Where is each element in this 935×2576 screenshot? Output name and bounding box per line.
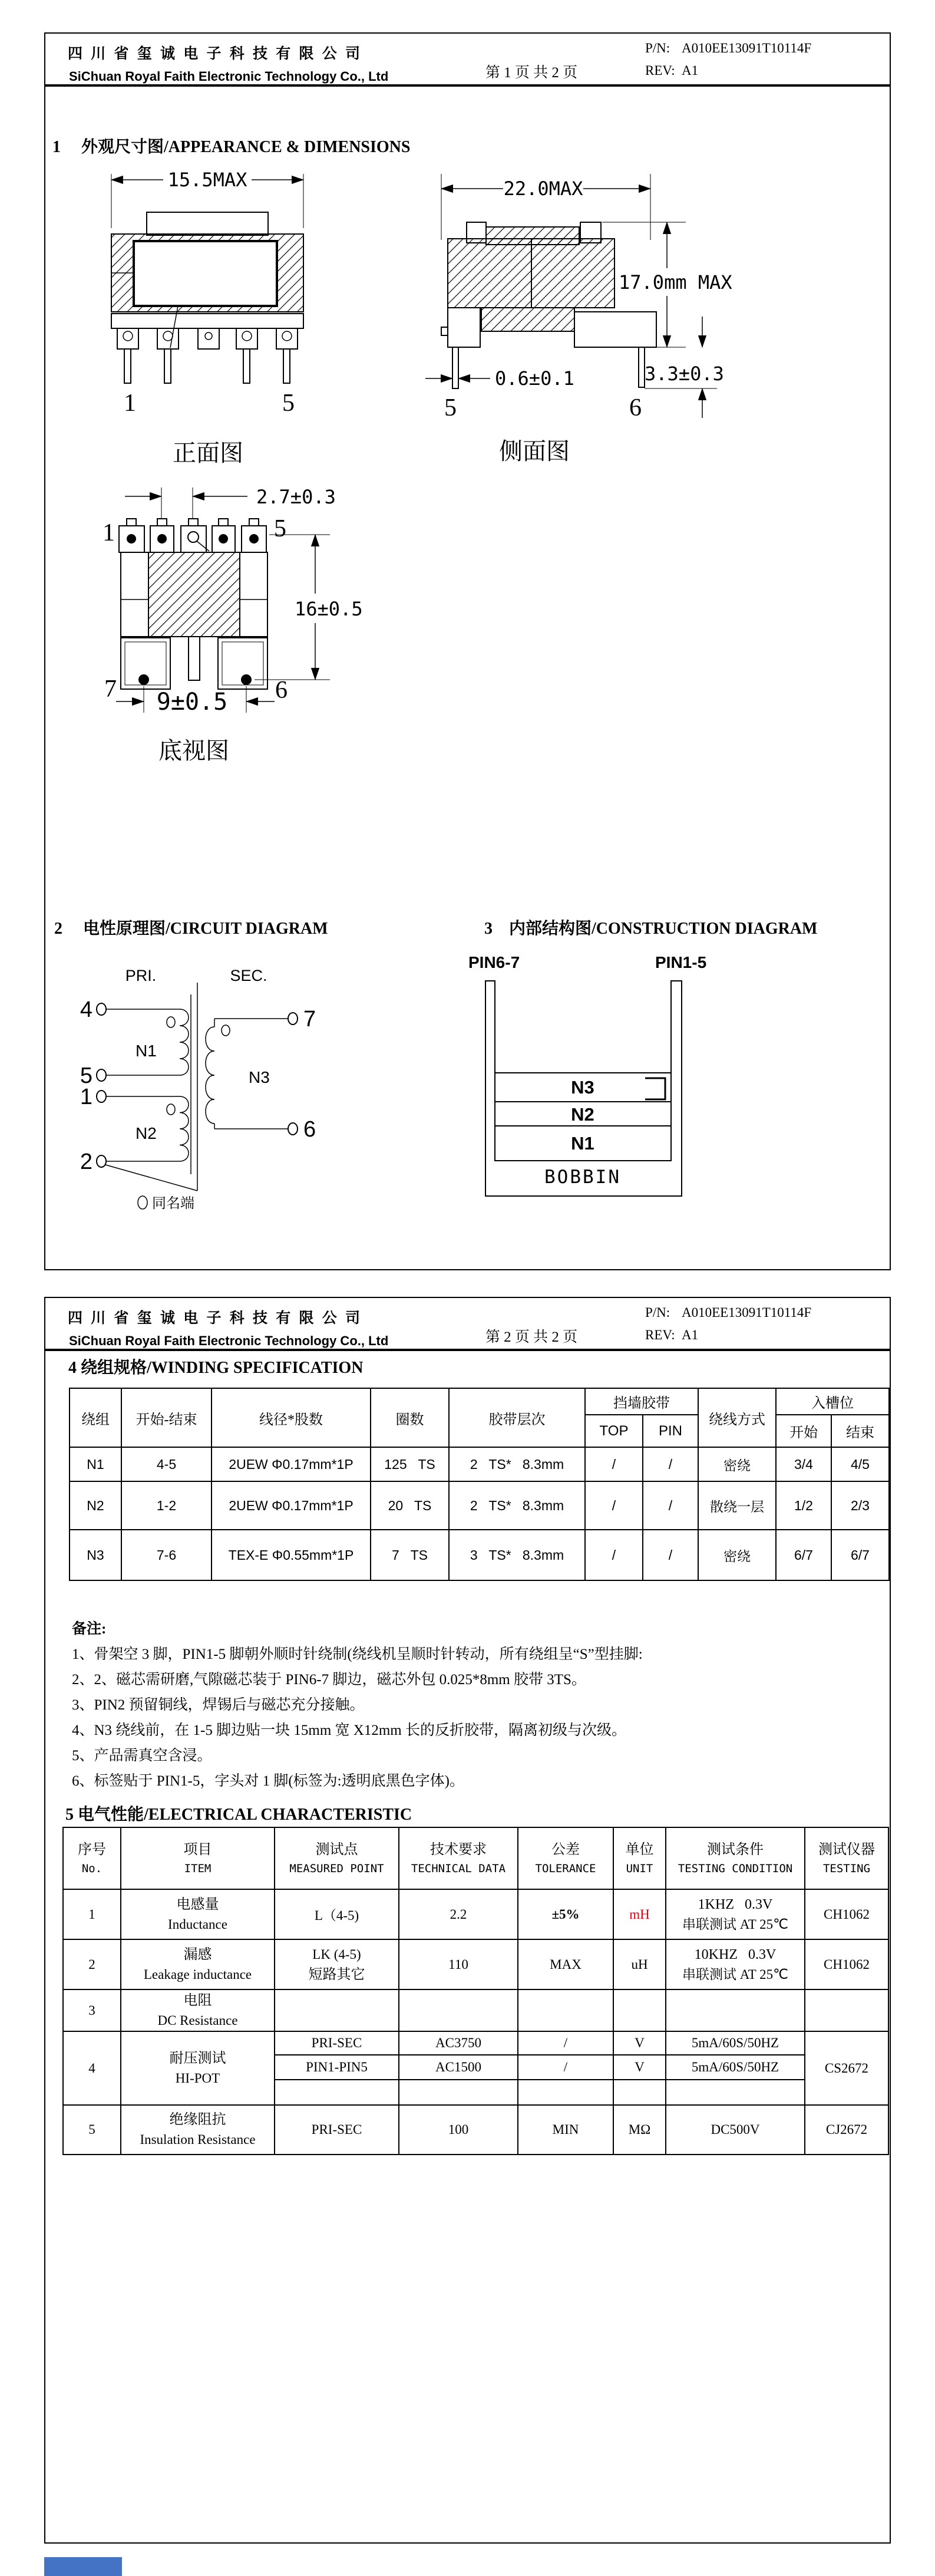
cell-condition: 5mA/60S/50HZ (666, 2031, 805, 2055)
bottom-span-dim: 9±0.5 (156, 689, 228, 716)
bottom-view-drawing (90, 473, 443, 779)
bottom-view-caption: 底视图 (158, 737, 229, 764)
col-slot-end: 结束 (831, 1415, 889, 1447)
cell-data: 2.2 (399, 1889, 518, 1939)
cell-item: 耐压测试 HI-POT (121, 2031, 275, 2105)
col-testing-condition: 测试条件 TESTING CONDITION (666, 1827, 805, 1889)
cell-winding: N1 (70, 1447, 121, 1481)
company-name-en: SiChuan Royal Faith Electronic Technology Co., Ltd (69, 1333, 389, 1348)
layer-n3-label: N3 (571, 1077, 594, 1098)
cell-no: 4 (63, 2031, 121, 2105)
side-view-drawing (408, 169, 741, 470)
cell-top: / (585, 1530, 643, 1580)
cell-instrument: CS2672 (805, 2031, 888, 2105)
bottom-pitch-dim: 2.7±0.3 (256, 486, 336, 508)
cell-condition: DC500V (666, 2105, 805, 2155)
circuit-pin2: 2 (80, 1149, 92, 1174)
note-item-4: 4、N3 绕线前，在 1-5 脚边贴一块 15mm 宽 X12mm 长的反折胶带，隔离初级与次级。 (72, 1722, 626, 1738)
note-item-5: 5、产品需真空含浸。 (72, 1748, 212, 1764)
cell-slot-start: 1/2 (776, 1481, 831, 1530)
cell-tape: 2 TS* 8.3mm (449, 1447, 585, 1481)
circuit-diagram (60, 950, 390, 1221)
cell-turns: 20 TS (371, 1481, 449, 1530)
cell-start-end: 7-6 (121, 1530, 212, 1580)
cell-point: LK (4-5) 短路其它 (275, 1939, 399, 1989)
cell-tape: 3 TS* 8.3mm (449, 1530, 585, 1580)
cell-condition (666, 1989, 805, 2031)
cell-point (275, 2080, 399, 2105)
winding-n1-label: N1 (136, 1042, 157, 1060)
col-item: 项目 ITEM (121, 1827, 275, 1889)
cell-item: 电阻 DC Resistance (121, 1989, 275, 2031)
cell-slot-start: 6/7 (776, 1530, 831, 1580)
rev-value: A1 (682, 1327, 699, 1342)
col-testing: 测试仪器 TESTING (805, 1827, 888, 1889)
company-name-en: SiChuan Royal Faith Electronic Technology Co., Ltd (69, 69, 389, 84)
col-no: 序号 No. (63, 1827, 121, 1889)
cell-no: 1 (63, 1889, 121, 1939)
electrical-row-5 (63, 2105, 888, 2155)
col-barrier-top: TOP (585, 1415, 643, 1447)
cell-point: PRI-SEC (275, 2031, 399, 2055)
electrical-row-2 (63, 1939, 888, 1989)
page-number: 第 2 页 共 2 页 (485, 1329, 578, 1345)
part-number-row (645, 41, 811, 56)
winding-row-n3 (70, 1530, 889, 1580)
winding-n3-label: N3 (249, 1068, 270, 1086)
circuit-pin7: 7 (303, 1007, 316, 1032)
company-name-cn: 四 川 省 玺 诚 电 子 科 技 有 限 公 司 (68, 1310, 363, 1326)
rev-row (645, 63, 698, 78)
cell-pin: / (643, 1481, 698, 1530)
cell-instrument: CH1062 (805, 1939, 888, 1989)
cell-tolerance: ±5% (518, 1889, 613, 1939)
winding-n2-label: N2 (136, 1124, 157, 1142)
side-pin5-label: 5 (444, 394, 457, 421)
section4-title: 4 绕组规格/WINDING SPECIFICATION (68, 1359, 364, 1377)
cell-unit: MΩ (613, 2105, 666, 2155)
circuit-pin5: 5 (80, 1063, 92, 1088)
cell-winding: N3 (70, 1530, 121, 1580)
page-number: 第 1 页 共 2 页 (485, 65, 578, 81)
cell-no: 5 (63, 2105, 121, 2155)
col-winding: 绕组 (70, 1388, 121, 1447)
header-divider (45, 84, 890, 87)
electrical-header-row (63, 1827, 888, 1889)
side-view-caption: 侧面图 (499, 438, 570, 465)
pn-label: P/N: (645, 1305, 670, 1320)
cell-wire: 2UEW Φ0.17mm*1P (212, 1481, 371, 1530)
note-item-1: 1、骨架空 3 脚，PIN1-5 脚朝外顺时针绕制(绕线机呈顺时针转动，所有绕组呈“S”型挂脚: (72, 1646, 643, 1662)
electrical-table (62, 1827, 889, 2155)
pn-label: P/N: (645, 41, 670, 55)
bottom-pin7-label: 7 (104, 676, 117, 703)
cell-condition (666, 2080, 805, 2105)
side-pin-width-dim: 0.6±0.1 (495, 367, 574, 390)
col-measured-point: 测试点 MEASURED POINT (275, 1827, 399, 1889)
section2-title: 2 电性原理图/CIRCUIT DIAGRAM (54, 920, 328, 938)
cell-point: PIN1-PIN5 (275, 2055, 399, 2080)
sec-label: SEC. (230, 967, 267, 984)
col-barrier-tape: 挡墙胶带 (585, 1388, 698, 1415)
winding-table (69, 1388, 890, 1581)
cell-method: 密绕 (698, 1530, 776, 1580)
cell-slot-start: 3/4 (776, 1447, 831, 1481)
cell-wire: 2UEW Φ0.17mm*1P (212, 1447, 371, 1481)
cell-slot-end: 6/7 (831, 1530, 889, 1580)
col-tolerance: 公差 TOLERANCE (518, 1827, 613, 1889)
cell-unit: V (613, 2031, 666, 2055)
construction-pin15-label: PIN1-5 (655, 953, 707, 971)
cell-unit: V (613, 2055, 666, 2080)
cell-start-end: 1-2 (121, 1481, 212, 1530)
cell-top: / (585, 1447, 643, 1481)
pri-label: PRI. (125, 967, 157, 984)
cell-winding: N2 (70, 1481, 121, 1530)
note-item-6: 6、标签贴于 PIN1-5，字头对 1 脚(标签为:透明底黑色字体)。 (72, 1773, 464, 1789)
circuit-pin4: 4 (80, 997, 92, 1022)
page-2 (44, 1297, 891, 2544)
rev-label: REV: (645, 1327, 675, 1342)
cell-unit (613, 1989, 666, 2031)
cell-instrument: CJ2672 (805, 2105, 888, 2155)
col-tape: 胶带层次 (449, 1388, 585, 1447)
cell-tape: 2 TS* 8.3mm (449, 1481, 585, 1530)
col-wire: 线径*股数 (212, 1388, 371, 1447)
winding-row-n1 (70, 1447, 889, 1481)
company-name-cn: 四 川 省 玺 诚 电 子 科 技 有 限 公 司 (68, 46, 363, 62)
cell-point: PRI-SEC (275, 2105, 399, 2155)
bottom-pin6-label: 6 (275, 677, 288, 704)
cell-turns: 125 TS (371, 1447, 449, 1481)
section3-title: 3 内部结构图/CONSTRUCTION DIAGRAM (484, 920, 818, 938)
cell-item: 漏感 Leakage inductance (121, 1939, 275, 1989)
front-width-dim: 15.5MAX (167, 169, 247, 191)
notes-block (72, 1616, 643, 1794)
bottom-pin5-label: 5 (274, 515, 286, 542)
cell-point (275, 1989, 399, 2031)
cell-data (399, 1989, 518, 2031)
side-pin-length-dim: 3.3±0.3 (645, 363, 724, 385)
cell-point: L（4-5) (275, 1889, 399, 1939)
header-divider (45, 1349, 890, 1351)
layer-n1-label: N1 (571, 1133, 594, 1154)
cell-data: 110 (399, 1939, 518, 1989)
cell-tolerance (518, 1989, 613, 2031)
col-turns: 圈数 (371, 1388, 449, 1447)
cell-top: / (585, 1481, 643, 1530)
col-method: 绕线方式 (698, 1388, 776, 1447)
cell-tolerance (518, 2080, 613, 2105)
cell-condition: 1KHZ 0.3V 串联测试 AT 25℃ (666, 1889, 805, 1939)
section1-title: 1 外观尺寸图/APPEARANCE & DIMENSIONS (52, 138, 411, 156)
electrical-row-4a (63, 2031, 888, 2055)
cell-tolerance: / (518, 2055, 613, 2080)
rev-value: A1 (682, 63, 699, 78)
cell-condition: 5mA/60S/50HZ (666, 2055, 805, 2080)
col-slot: 入槽位 (776, 1388, 889, 1415)
front-pin1-label: 1 (124, 390, 136, 417)
bobbin-label: BOBBIN (544, 1167, 621, 1188)
cell-tolerance: / (518, 2031, 613, 2055)
page-1 (44, 32, 891, 1270)
side-width-dim: 22.0MAX (503, 177, 583, 200)
rev-label: REV: (645, 63, 675, 78)
col-barrier-pin: PIN (643, 1415, 698, 1447)
cell-no: 2 (63, 1939, 121, 1989)
cell-data (399, 2080, 518, 2105)
col-start-end: 开始-结束 (121, 1388, 212, 1447)
col-technical-data: 技术要求 TECHNICAL DATA (399, 1827, 518, 1889)
pn-value: A010EE13091T10114F (682, 41, 812, 55)
electrical-row-3 (63, 1989, 888, 2031)
cell-instrument (805, 1989, 888, 2031)
cell-pin: / (643, 1447, 698, 1481)
circuit-pin6: 6 (303, 1117, 316, 1142)
construction-pin67-label: PIN6-7 (468, 953, 520, 971)
part-number-row (645, 1305, 811, 1320)
cell-item: 电感量 Inductance (121, 1889, 275, 1939)
circuit-pin1: 1 (80, 1085, 92, 1109)
cell-data: 100 (399, 2105, 518, 2155)
layer-n2-label: N2 (571, 1104, 594, 1125)
cell-unit: mH (613, 1889, 666, 1939)
front-view-drawing (75, 169, 358, 470)
cell-wire: TEX-E Φ0.55mm*1P (212, 1530, 371, 1580)
electrical-row-1 (63, 1889, 888, 1939)
pn-value: A010EE13091T10114F (682, 1305, 812, 1320)
side-height-dim: 17.0mm MAX (619, 271, 732, 294)
cell-condition: 10KHZ 0.3V 串联测试 AT 25℃ (666, 1939, 805, 1989)
bottom-pin1-label: 1 (103, 519, 115, 546)
cell-start-end: 4-5 (121, 1447, 212, 1481)
side-pin6-label: 6 (629, 394, 642, 421)
bottom-length-dim: 16±0.5 (295, 598, 363, 620)
col-slot-start: 开始 (776, 1415, 831, 1447)
cell-data: AC3750 (399, 2031, 518, 2055)
cell-item: 绝缘阻抗 Insulation Resistance (121, 2105, 275, 2155)
cell-slot-end: 2/3 (831, 1481, 889, 1530)
cell-tolerance: MIN (518, 2105, 613, 2155)
front-view-caption: 正面图 (173, 440, 243, 466)
rev-row (645, 1327, 698, 1343)
cell-method: 密绕 (698, 1447, 776, 1481)
col-unit: 单位 UNIT (613, 1827, 666, 1889)
section5-title: 5 电气性能/ELECTRICAL CHARACTERISTIC (65, 1806, 412, 1824)
note-item-3: 3、PIN2 预留铜线，焊锡后与磁芯充分接触。 (72, 1697, 365, 1713)
polarity-legend: 同名端 (152, 1196, 194, 1211)
cell-turns: 7 TS (371, 1530, 449, 1580)
cell-tolerance: MAX (518, 1939, 613, 1989)
cell-no: 3 (63, 1989, 121, 2031)
winding-row-n2 (70, 1481, 889, 1530)
construction-diagram (461, 950, 744, 1210)
bottom-blue-box (44, 2557, 122, 2576)
notes-title: 备注: (72, 1621, 107, 1637)
cell-slot-end: 4/5 (831, 1447, 889, 1481)
cell-method: 散绕一层 (698, 1481, 776, 1530)
front-pin5-label: 5 (282, 390, 295, 417)
cell-pin: / (643, 1530, 698, 1580)
note-item-2: 2、2、磁芯需研磨,气隙磁芯装于 PIN6-7 脚边，磁芯外包 0.025*8mm 胶带 3TS。 (72, 1672, 586, 1688)
winding-header-row-1 (70, 1388, 889, 1415)
cell-unit (613, 2080, 666, 2105)
cell-instrument: CH1062 (805, 1889, 888, 1939)
cell-data: AC1500 (399, 2055, 518, 2080)
cell-unit: uH (613, 1939, 666, 1989)
